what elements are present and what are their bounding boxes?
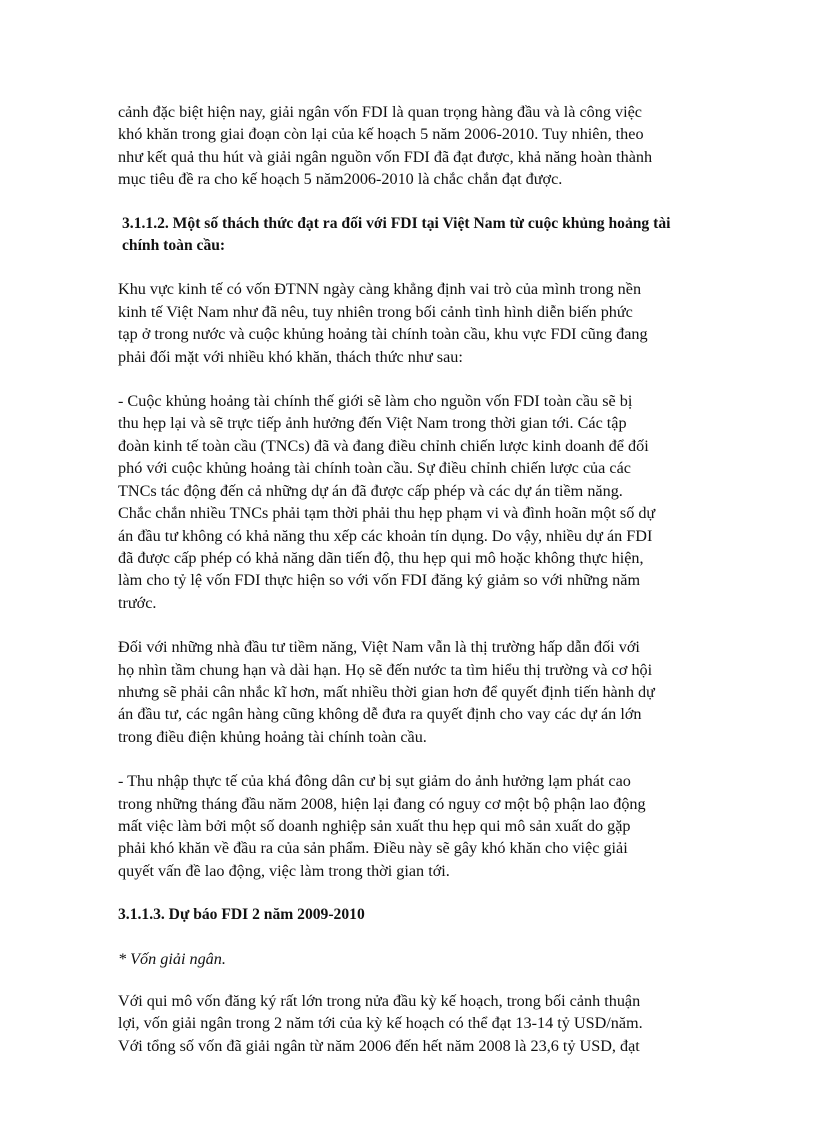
section-heading-forecast: 3.1.1.3. Dự báo FDI 2 năm 2009-2010	[118, 906, 365, 924]
paragraph-potential-investors: Đối với những nhà đầu tư tiềm năng, Việt Nam vẫn là thị trường hấp dẫn đối với họ nhìn tầm chung hạn và dài hạn. Họ sẽ đến nước ta tìm hiểu thị trường và cơ hội nhưng sẽ phải cân nhắc kĩ hơn, mất nhiều thời gian hơn để quyết định tiến hành dự án đầu tư, các ngân hàng cũng không dễ đưa ra quyết định cho vay các dự án lớn trong điều điện khủng hoảng tài chính toàn cầu.	[118, 638, 655, 746]
subheading-disbursed-capital: * Vốn giải ngân.	[118, 949, 226, 968]
paragraph-income-decline: - Thu nhập thực tế của khá đông dân cư bị sụt giảm do ảnh hưởng lạm phát cao trong những tháng đầu năm 2008, hiện lại đang có nguy cơ một bộ phận lao động mất việc làm bởi một số doanh nghiệp sản xuất thu hẹp qui mô sản xuất do gặp phải khó khăn về đầu ra của sản phẩm. Điều này sẽ gây khó khăn cho việc giải quyết vấn đề lao động, việc làm trong thời gian tới.	[118, 772, 646, 880]
paragraph-fdi-sector-role: Khu vực kinh tế có vốn ĐTNN ngày càng khẳng định vai trò của mình trong nền kinh tế Việt Nam như đã nêu, tuy nhiên trong bối cảnh tình hình diễn biến phức tạp ở trong nước và cuộc khủng hoảng tài chính toàn cầu, khu vực FDI cũng đang phải đối mặt với nhiều khó khăn, thách thức như sau:	[118, 280, 648, 366]
document-page	[118, 101, 698, 1079]
paragraph-disbursement-context: cảnh đặc biệt hiện nay, giải ngân vốn FDI là quan trọng hàng đầu và là công việc khó khăn trong giai đoạn còn lại của kế hoạch 5 năm 2006-2010. Tuy nhiên, theo như kết quả thu hút và giải ngân nguồn vốn FDI đã đạt được, khả năng hoàn thành mục tiêu đề ra cho kế hoạch 5 năm2006-2010 là chắc chắn đạt được.	[118, 103, 653, 189]
paragraph-disbursement-forecast: Với qui mô vốn đăng ký rất lớn trong nửa đầu kỳ kế hoạch, trong bối cảnh thuận lợi, vốn giải ngân trong 2 năm tới của kỳ kế hoạch có thể đạt 13-14 tỷ USD/năm. Với tổng số vốn đã giải ngân từ năm 2006 đến hết năm 2008 là 23,6 tỷ USD, đạt	[118, 992, 643, 1055]
section-heading-challenges: 3.1.1.2. Một số thách thức đạt ra đối với FDI tại Việt Nam từ cuộc khủng hoảng tài chính toàn cầu:	[122, 214, 671, 255]
paragraph-global-crisis-impact: - Cuộc khủng hoảng tài chính thế giới sẽ làm cho nguồn vốn FDI toàn cầu sẽ bị thu hẹp lại và sẽ trực tiếp ảnh hưởng đến Việt Nam trong thời gian tới. Các tập đoàn kinh tế toàn cầu (TNCs) đã và đang điều chỉnh chiến lược kinh doanh để đối phó với cuộc khủng hoảng tài chính toàn cầu. Sự điều chỉnh chiến lược của các TNCs tác động đến cả những dự án đã được cấp phép và các dự án tiềm năng. Chắc chắn nhiều TNCs phải tạm thời phải thu hẹp phạm vi và đình hoãn một số dự án đầu tư không có khả năng thu xếp các khoản tín dụng. Do vậy, nhiều dự án FDI đã được cấp phép có khả năng dãn tiến độ, thu hẹp qui mô hoặc không thực hiện, làm cho tỷ lệ vốn FDI thực hiện so với vốn FDI đăng ký giảm so với những năm trước.	[118, 392, 656, 612]
